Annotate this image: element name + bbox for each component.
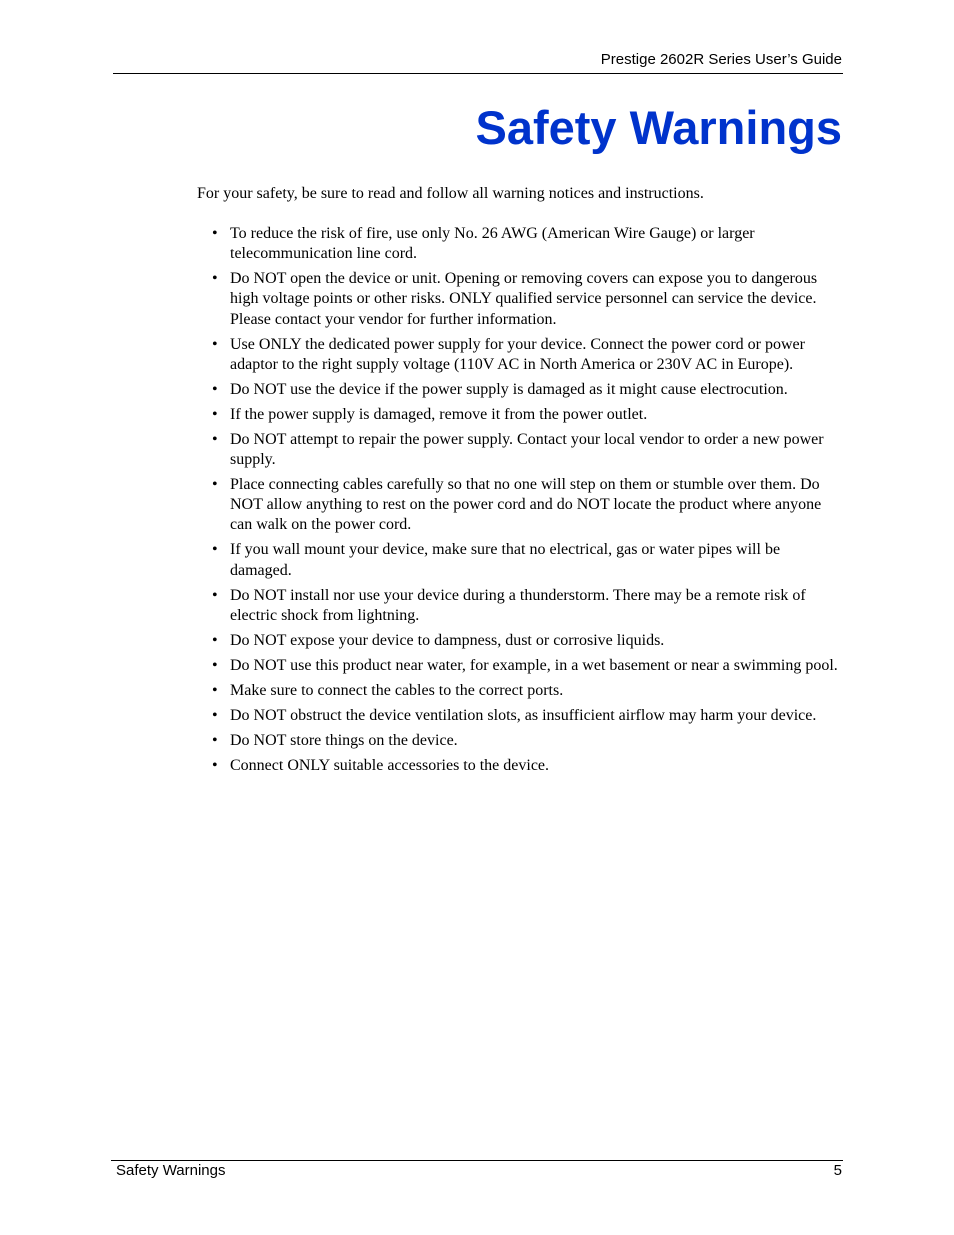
warning-text: Connect ONLY suitable accessories to the device. <box>230 756 550 774</box>
page-title: Safety Warnings <box>475 101 842 154</box>
header-divider <box>113 73 843 74</box>
bullet-icon: • <box>212 405 218 423</box>
warning-item <box>212 475 844 536</box>
bullet-icon: • <box>212 731 218 749</box>
warning-text: Make sure to connect the cables to the correct ports. <box>230 681 564 699</box>
bullet-icon: • <box>212 681 218 699</box>
warning-text: Place connecting cables carefully so that no one will step on them or stumble over them. Do NOT allow anything to rest on the power cord and do NOT locate the product where anyone can walk on the power cord. <box>230 476 822 534</box>
warning-item <box>212 540 844 580</box>
bullet-icon: • <box>212 380 218 398</box>
warnings-list <box>212 224 844 781</box>
warning-item <box>212 586 844 626</box>
warning-text: Do NOT use this product near water, for example, in a wet basement or near a swimming pool. <box>230 656 838 674</box>
warning-item <box>212 681 844 701</box>
bullet-icon: • <box>212 656 218 674</box>
warning-text: Do NOT open the device or unit. Opening or removing covers can expose you to dangerous high voltage points or other risks. ONLY qualified service personnel can service the device. Please contact your vendor for further information. <box>230 270 818 328</box>
bullet-icon: • <box>212 756 218 774</box>
footer-section-title: Safety Warnings <box>116 1162 226 1179</box>
warning-text: If the power supply is damaged, remove it from the power outlet. <box>230 405 648 423</box>
warning-item <box>212 631 844 651</box>
warning-text: Do NOT store things on the device. <box>230 731 458 749</box>
running-header: Prestige 2602R Series User’s Guide <box>600 51 842 68</box>
bullet-icon: • <box>212 476 218 494</box>
bullet-icon: • <box>212 430 218 448</box>
warning-item <box>212 731 844 751</box>
warning-text: Use ONLY the dedicated power supply for your device. Connect the power cord or power adaptor to the right supply voltage (110V AC in North America or 230V AC in Europe). <box>230 335 805 373</box>
warning-item <box>212 706 844 726</box>
bullet-icon: • <box>212 270 218 288</box>
bullet-icon: • <box>212 541 218 559</box>
intro-paragraph: For your safety, be sure to read and follow all warning notices and instructions. <box>197 185 704 202</box>
warning-text: Do NOT obstruct the device ventilation slots, as insufficient airflow may harm your device. <box>230 706 817 724</box>
warning-text: Do NOT attempt to repair the power supply. Contact your local vendor to order a new power supply. <box>230 430 824 469</box>
bullet-icon: • <box>212 335 218 353</box>
bullet-icon: • <box>212 706 218 724</box>
warning-text: Do NOT install nor use your device during a thunderstorm. There may be a remote risk of electric shock from lightning. <box>230 586 806 624</box>
warning-item <box>212 269 844 330</box>
warning-text: If you wall mount your device, make sure that no electrical, gas or water pipes will be damaged. <box>230 541 781 579</box>
bullet-icon: • <box>212 225 218 242</box>
bullet-icon: • <box>212 586 218 604</box>
warning-item <box>212 756 844 776</box>
warning-item <box>212 335 844 375</box>
bullet-icon: • <box>212 631 218 649</box>
warning-item <box>212 224 844 264</box>
warning-item <box>212 656 844 676</box>
page-number: 5 <box>833 1162 842 1179</box>
footer-divider <box>111 1160 843 1161</box>
warning-item <box>212 380 844 400</box>
warning-item <box>212 405 844 425</box>
warning-item <box>212 430 844 470</box>
warning-text: Do NOT use the device if the power supply is damaged as it might cause electrocution. <box>230 380 788 398</box>
warning-text: Do NOT expose your device to dampness, dust or corrosive liquids. <box>230 631 665 649</box>
warning-text: To reduce the risk of fire, use only No. 26 AWG (American Wire Gauge) or larger telecommunication line cord. <box>230 225 755 263</box>
